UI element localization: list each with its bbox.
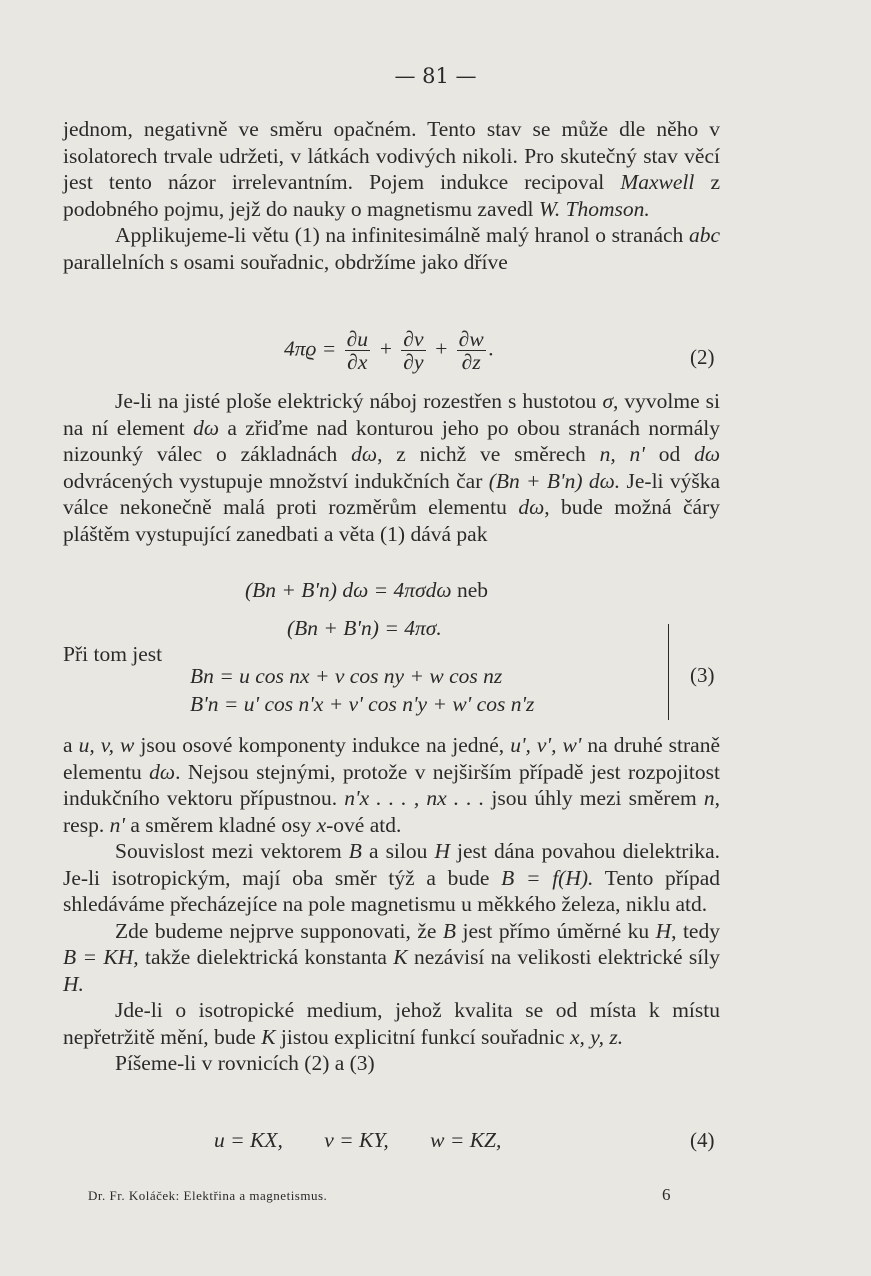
equation-3-number: (3) bbox=[690, 663, 715, 687]
paragraph-equations: Píšeme-li v rovnicích (2) a (3) bbox=[115, 1051, 375, 1075]
paragraph-proportional: Zde budeme nejprve supponovati, že B jest přímo úměrné ku H, tedy B = KH, takže dielektrická konstanta K nezávisí na velikosti elektrické síly H. bbox=[63, 918, 720, 996]
text-block-bottom bbox=[63, 732, 720, 1077]
equation-bn: Bn = u cos nx + v cos ny + w cos nz bbox=[190, 664, 503, 688]
text-block-charge bbox=[63, 388, 720, 547]
equation-4: u = KX, v = KY, w = KZ, bbox=[214, 1128, 502, 1152]
equation-flux: (Bn + B'n) dω = 4πσdω neb bbox=[245, 578, 488, 602]
paragraph-components: a u, v, w jsou osové komponenty indukce na jedné, u', v', w' na druhé straně elementu dω. Nejsou stejnými, protože v nejširším případě jest rozpojitost indukčního vektoru přípustnou. n'x . . . , nx . . . jsou úhly mezi směrem n, resp. n' a směrem kladné osy x-ové atd. bbox=[63, 733, 721, 837]
footer-signature: Dr. Fr. Koláček: Elektřina a magnetismus. bbox=[88, 1188, 328, 1203]
text-block-top bbox=[63, 116, 720, 275]
equation-2-number: (2) bbox=[690, 345, 715, 369]
equation-brace bbox=[662, 624, 669, 720]
text-pri-tom: Při tom jest bbox=[63, 642, 163, 666]
equation-flux-reduced: (Bn + B'n) = 4πσ. bbox=[287, 616, 442, 640]
sheet-signature-number: 6 bbox=[662, 1185, 671, 1204]
paragraph-isotropic: Jde-li o isotropické medium, jehož kvalita se od místa k místu nepřetržitě mění, bude K jistou explicitní funkcí souřadnic x, y, z. bbox=[63, 998, 720, 1049]
equation-2: 4πϱ = $\frac{\partial u}{\partial x}$ + $\frac{\partial v}{\partial y}$ + $\frac{\partial w}{\partial z}$ . bbox=[284, 327, 495, 374]
equation-4-number: (4) bbox=[690, 1128, 715, 1152]
paragraph-charge: Je-li na jisté ploše elektrický náboj rozestřen s hustotou σ, vyvolme si na ní element dω a zřiďme nad konturou jeho po obou stranách normály nizounký válec o základnách dω, z nichž ve směrech n, n' od dω odvrácených vystupuje množství indukčních čar (Bn + B'n) dω. Je-li výška válce nekonečně malá proti rozměrům elementu dω, bude možná čáry pláštěm vystupující zanedbati a věta (1) dává pak bbox=[63, 389, 721, 546]
paragraph-prism: Applikujeme-li větu (1) na infinitesimálně malý hranol o stranách abc parallelních s osami souřadnic, obdržíme jako dříve bbox=[63, 223, 720, 274]
equation-bn-prime: B'n = u' cos n'x + v' cos n'y + w' cos n'z bbox=[190, 692, 535, 716]
paragraph-induction: jednom, negativně ve směru opačném. Tento stav se může dle něho v isolatorech trvale udržeti, v látkách vodivých nikoli. Pro skutečný stav věcí jest tento názor irrelevantním. Pojem indukce recipoval Maxwell z podobného pojmu, jejž do nauky o magnetismu zavedl W. Thomson. bbox=[63, 117, 720, 221]
paragraph-dielectric: Souvislost mezi vektorem B a silou H jest dána povahou dielektrika. Je-li isotropickým, mají oba směr týž a bude B = f(H). Tento případ shledáváme přecházejíce na pole magnetismu u měkkého železa, niklu atd. bbox=[63, 839, 720, 916]
page-number: — 81 — bbox=[394, 64, 477, 88]
